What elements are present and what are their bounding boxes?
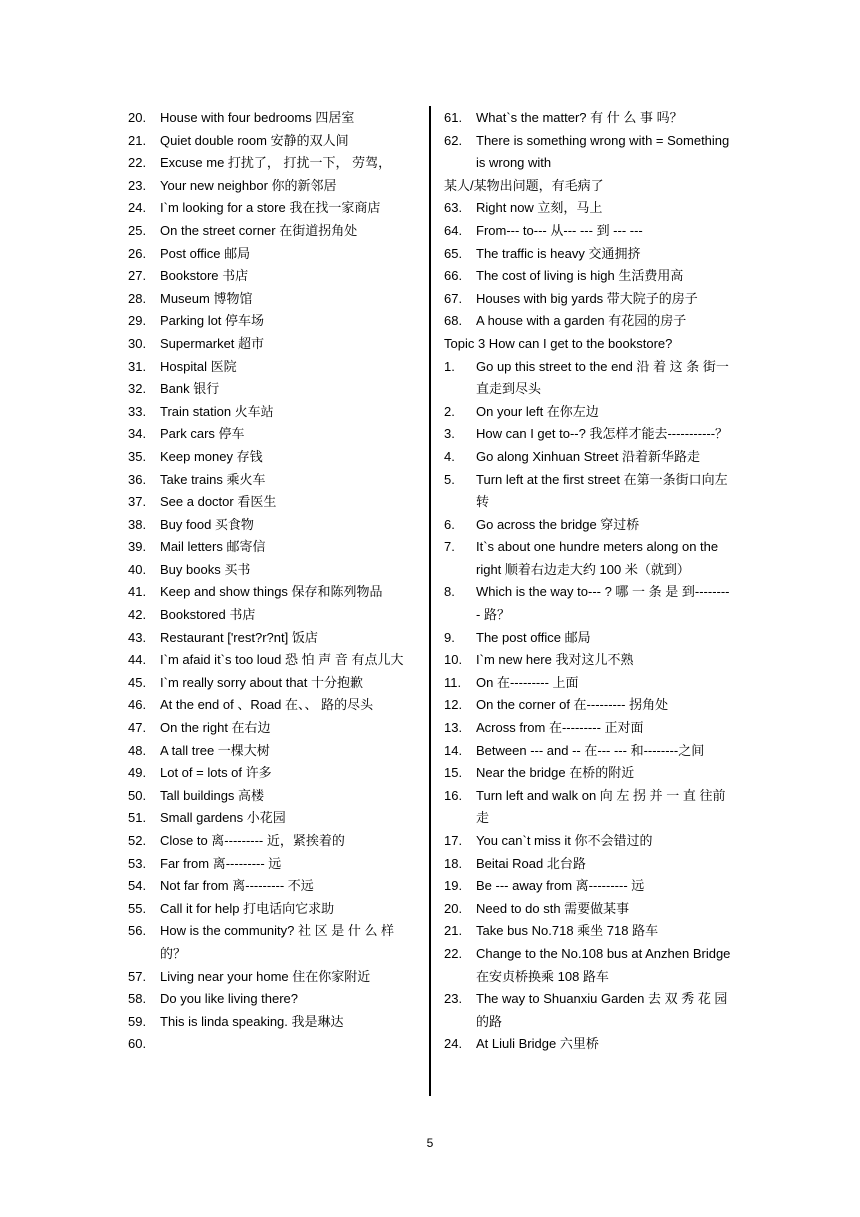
item-number: 33. [128,403,147,419]
item-number: 20. [444,900,463,916]
vocab-item [444,107,732,130]
item-text: This is linda speaking. 我是琳达 [160,1013,344,1029]
item-text: Excuse me 打扰了， 打扰一下， 劳驾， [160,155,392,171]
item-text: Take bus No.718 乘坐 718 路车 [476,923,659,939]
item-number: 29. [128,313,147,329]
item-number: 10. [444,652,463,668]
item-number: 67. [444,290,463,306]
item-text: Lot of = lots of 许多 [160,765,272,781]
item-number: 7. [444,539,455,555]
item-text: I`m new here 我对这儿不熟 [476,652,634,668]
item-text: A tall tree 一棵大树 [160,742,270,758]
vocab-item [128,446,413,469]
item-text: Post office 邮局 [160,245,251,261]
vocab-item [128,175,413,198]
item-number: 61. [444,110,463,125]
item-number: 20. [128,110,147,125]
vocab-item [444,130,732,175]
item-text: On 在--------- 上面 [476,674,579,690]
item-text: There is something wrong with = Something is wrong with [476,132,730,171]
item-number: 21. [128,132,147,148]
vocab-item [128,107,413,130]
item-text: Bookstored 书店 [160,607,256,623]
left-vocabulary-column [128,107,413,1056]
vocab-item [444,288,732,311]
vocab-item [128,762,413,785]
item-text: The traffic is heavy 交通拥挤 [476,245,641,261]
vocab-item [444,785,732,830]
item-text: Need to do sth 需要做某事 [476,900,630,916]
item-text: I`m really sorry about that 十分抱歉 [160,674,363,690]
vocab-item [444,401,732,424]
vocab-item [128,130,413,153]
vocab-item [128,356,413,379]
item-number: 11. [444,674,462,690]
item-text: The cost of living is high 生活费用高 [476,268,684,284]
item-number: 23. [444,991,463,1007]
item-text: Between --- and -- 在--- --- 和--------之间 [476,742,705,758]
item-text: Do you like living there? [160,991,299,1007]
item-text: Which is the way to--- ? 哪 一 条 是 到--------- 路？ [476,584,730,623]
item-number: 15. [444,765,463,781]
vocab-item [128,898,413,921]
vocab-item [128,333,413,356]
item-number: 41. [128,584,147,600]
vocab-item [128,265,413,288]
item-text: Be --- away from 离--------- 远 [476,878,645,894]
item-text: You can`t miss it 你不会错过的 [476,833,653,848]
item-text: It`s about one hundre meters along on the right 顺着右边走大约 100 米（就到） [476,539,719,577]
vocab-item [128,966,413,989]
vocab-item [444,310,732,333]
item-number: 49. [128,765,147,781]
item-number: 16. [444,787,463,803]
item-text: I`m afaid it`s too loud 恐 怕 声 音 有点儿大 [160,652,404,668]
vocab-item [128,197,413,220]
item-text: Bookstore 书店 [160,268,249,284]
vocab-item [444,1033,732,1056]
vocab-item [128,830,413,853]
vocab-item [444,898,732,921]
item-number: 26. [128,245,147,261]
item-text: 某人/某物出问题，有毛病了 [444,177,604,193]
item-number: 34. [128,426,147,442]
vocab-item [444,333,732,356]
item-number: 63. [444,200,463,216]
vocab-item [444,627,732,650]
item-text: Change to the No.108 bus at Anzhen Bridge 在安贞桥换乘 108 路车 [476,945,731,984]
item-number: 40. [128,561,147,577]
item-number: 31. [128,358,147,374]
item-number: 30. [128,335,147,351]
item-number: 56. [128,923,147,939]
item-text: Train station 火车站 [160,403,274,419]
item-number: 39. [128,539,147,555]
vocab-item [128,672,413,695]
item-number: 1. [444,358,455,374]
item-number: 62. [444,132,463,148]
vocab-item [444,943,732,988]
item-number: 44. [128,652,147,668]
item-text: Houses with big yards 带大院子的房子 [476,290,698,306]
item-text: Hospital 医院 [160,358,237,374]
item-text: Restaurant ['rest?r?nt] 饭店 [160,629,318,645]
item-text: Buy food 买食物 [160,516,254,532]
item-number: 2. [444,403,455,419]
item-text: Living near your home 住在你家附近 [160,968,371,984]
item-text: The post office 邮局 [476,629,591,645]
vocab-item [128,853,413,876]
vocab-item [444,672,732,695]
item-number: 21. [444,923,463,939]
item-text: I`m looking for a store 我在找一家商店 [160,200,381,216]
vocab-item [128,559,413,582]
item-text: Quiet double room 安静的双人间 [160,132,349,148]
vocab-item [444,423,732,446]
item-text: At the end of 、Road 在、、 路的尽头 [160,697,374,713]
item-number: 48. [128,742,147,758]
vocab-item [128,627,413,650]
item-number: 36. [128,471,147,487]
item-text: See a doctor 看医生 [160,494,277,510]
vocab-item [444,356,732,401]
item-number: 24. [444,1036,463,1052]
vocab-item [128,807,413,830]
vocab-item [128,1033,413,1056]
item-number: 22. [444,945,463,961]
item-number: 25. [128,222,147,238]
item-text: At Liuli Bridge 六里桥 [476,1036,599,1052]
vocab-item [128,288,413,311]
vocab-item [444,265,732,288]
item-number: 17. [444,833,463,848]
vocab-item [128,717,413,740]
vocab-item [128,988,413,1011]
item-number: 37. [128,494,147,510]
item-number: 54. [128,878,147,894]
item-number: 38. [128,516,147,532]
item-number: 4. [444,448,455,464]
item-text: How is the community? 社 区 是 什 么 样 的？ [160,923,395,961]
item-number: 14. [444,742,463,758]
item-number: 50. [128,787,147,803]
vocab-item [444,469,732,514]
vocab-item [444,220,732,243]
item-number: 28. [128,290,147,306]
item-number: 23. [128,177,147,193]
item-text: Park cars 停车 [160,426,245,442]
item-text: How can I get to--? 我怎样才能去-----------？ [476,426,729,442]
item-text: Your new neighbor 你的新邻居 [160,177,337,193]
item-number: 32. [128,381,147,397]
item-number: 3. [444,426,455,442]
item-text: Supermarket 超市 [160,335,265,351]
item-text: A house with a garden 有花园的房子 [476,313,687,329]
item-number: 8. [444,584,455,600]
item-number: 13. [444,720,463,736]
vocab-item [128,604,413,627]
item-text: Keep and show things 保存和陈列物品 [160,584,383,600]
item-number: 55. [128,900,147,916]
vocab-item [444,920,732,943]
vocab-item [128,491,413,514]
item-text: Small gardens 小花园 [160,810,286,826]
item-number: 47. [128,720,147,736]
vocab-item [128,694,413,717]
item-text: House with four bedrooms 四居室 [160,110,355,125]
vocab-item [444,717,732,740]
vocab-item [128,920,413,965]
item-number: 43. [128,629,147,645]
item-text [160,1033,413,1056]
page-number: 5 [426,1136,434,1150]
vocab-item [128,581,413,604]
vocab-item [444,830,732,853]
item-text: Mail letters 邮寄信 [160,539,266,555]
item-number: 53. [128,855,147,871]
item-number: 60. [128,1036,147,1052]
item-text: Near the bridge 在桥的附近 [476,765,635,781]
vocab-item [128,785,413,808]
item-text: Parking lot 停车场 [160,313,265,329]
vocab-item [444,175,732,198]
vocab-item [128,514,413,537]
item-number: 52. [128,833,147,848]
vocab-item [128,1011,413,1034]
vocab-item [444,581,732,626]
item-number: 45. [128,674,147,690]
item-number: 58. [128,991,147,1007]
item-text: Across from 在--------- 正对面 [476,720,644,736]
item-text: Topic 3 How can I get to the bookstore? [444,335,673,351]
item-text: The way to Shuanxiu Garden 去 双 秀 花 园的路 [476,991,728,1029]
item-text: Call it for help 打电话向它求助 [160,900,335,916]
item-number: 42. [128,607,147,623]
vocab-item [128,152,413,175]
vocab-item [128,220,413,243]
item-text: Right now 立刻，马上 [476,200,603,216]
vocab-item [444,740,732,763]
item-text: Not far from 离--------- 不远 [160,878,314,894]
item-text: Turn left at the first street 在第一条街口向左转 [476,471,728,510]
item-number: 27. [128,268,147,284]
item-number: 9. [444,629,455,645]
column-divider [429,106,431,1096]
item-number: 18. [444,855,463,871]
item-text: Go across the bridge 穿过桥 [476,516,640,532]
vocab-item [444,875,732,898]
item-number: 19. [444,878,463,894]
item-text: Go up this street to the end 沿 着 这 条 街一直走到尽头 [476,358,729,397]
item-text: Turn left and walk on 向 左 拐 并 一 直 往前走 [476,787,726,826]
vocab-item [444,197,732,220]
item-number: 46. [128,697,147,713]
item-text: Bank 银行 [160,381,220,397]
vocab-item [128,536,413,559]
item-number: 24. [128,200,147,216]
item-text: Far from 离--------- 远 [160,855,282,871]
item-text: On the street corner 在街道拐角处 [160,222,358,238]
item-text: Museum 博物馆 [160,290,253,306]
item-number: 59. [128,1013,147,1029]
vocab-item [128,649,413,672]
item-text: Close to 离--------- 近，紧挨着的 [160,833,345,848]
item-number: 68. [444,313,463,329]
item-text: From--- to--- 从--- --- 到 --- --- [476,222,643,238]
vocab-item [128,401,413,424]
vocab-item [128,469,413,492]
item-text: On the corner of 在--------- 拐角处 [476,697,669,713]
item-number: 22. [128,155,147,171]
item-text: Beitai Road 北台路 [476,855,586,871]
vocab-item [128,875,413,898]
vocab-item [444,243,732,266]
right-vocabulary-column [444,107,732,1056]
vocab-item [128,423,413,446]
vocab-item [444,762,732,785]
item-text: Buy books 买书 [160,561,251,577]
item-text: On the right 在右边 [160,720,271,736]
item-number: 12. [444,697,463,713]
vocab-item [444,649,732,672]
vocab-item [128,378,413,401]
item-number: 57. [128,968,147,984]
vocab-item [128,243,413,266]
vocab-item [444,988,732,1033]
item-number: 51. [128,810,147,826]
vocab-item [444,853,732,876]
item-text: Keep money 存钱 [160,448,263,464]
vocab-item [444,694,732,717]
item-number: 6. [444,516,455,532]
vocab-item [444,446,732,469]
item-text: Go along Xinhuan Street 沿着新华路走 [476,448,700,464]
vocab-item [444,514,732,537]
vocab-item [128,310,413,333]
vocab-item [444,536,732,581]
item-number: 64. [444,222,463,238]
item-text: What`s the matter? 有 什 么 事 吗？ [476,110,683,125]
item-number: 65. [444,245,463,261]
item-number: 5. [444,471,455,487]
item-number: 35. [128,448,147,464]
item-text: Take trains 乘火车 [160,471,266,487]
item-number: 66. [444,268,463,284]
vocab-item [128,740,413,763]
item-text: On your left 在你左边 [476,403,599,419]
item-text: Tall buildings 高楼 [160,787,265,803]
